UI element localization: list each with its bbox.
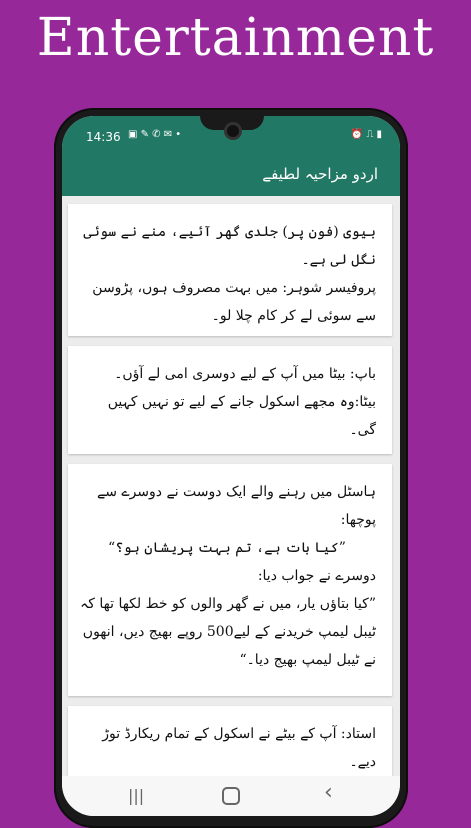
joke-line: دوسرے نے جواب دیا: [257,568,376,584]
joke-card[interactable] [68,706,392,776]
recents-button[interactable]: ||| [128,786,145,805]
app-title: اردو مزاحیہ لطیفے [262,165,378,183]
camera-icon [224,122,242,140]
joke-line: ”کیا بات ہے، تم بہت پریشان ہو؟“ [108,540,346,556]
back-button[interactable]: ‹ [324,780,333,805]
joke-line: ”کیا بتاؤں یار، میں نے گھر والوں کو خط لکھا تھا کہ ٹیبل لیمپ خریدنے کے لیے500 روپے بھیج دیں، انھوں نے ٹیبل لیمپ بھیج دیا۔“ [80,596,376,668]
joke-line: بیٹا:وہ مجھے اسکول جانے کے لیے تو نہیں کہیں گی۔ [107,394,376,438]
status-bar [62,116,400,154]
joke-card[interactable] [68,204,392,336]
phone-screen [62,116,400,816]
joke-line: باپ: بیٹا میں آپ کے لیے دوسری امی لے آؤں۔ [114,366,376,382]
page-headline: Entertainment [36,8,435,68]
joke-line: بیوی (فون پر) جلدی گھر آئیے، منے نے سوئی نگل لی ہے۔ [83,224,376,268]
joke-line: ہاسٹل میں رہنے والے ایک دوست نے دوسرے سے پوچھا: [97,484,376,528]
system-nav-bar [62,776,400,816]
jokes-list[interactable] [62,196,400,776]
joke-line: پروفیسر شوہر: میں بہت مصروف ہوں، پڑوسن سے سوئی لے کر کام چلا لو۔ [92,280,376,324]
phone-frame [54,108,408,828]
notification-icons: ▣ ✎ ✆ ✉ • [128,129,182,140]
app-toolbar [62,154,400,196]
home-button[interactable] [222,787,240,805]
joke-line: استاد: آپ کے بیٹے نے اسکول کے تمام ریکارڈ توڑ دیے۔ [102,726,376,770]
status-time: 14:36 [86,130,121,144]
system-status-icons: ⏰ ⎍ ▮ [350,129,382,140]
joke-card[interactable] [68,346,392,454]
joke-card[interactable] [68,464,392,696]
